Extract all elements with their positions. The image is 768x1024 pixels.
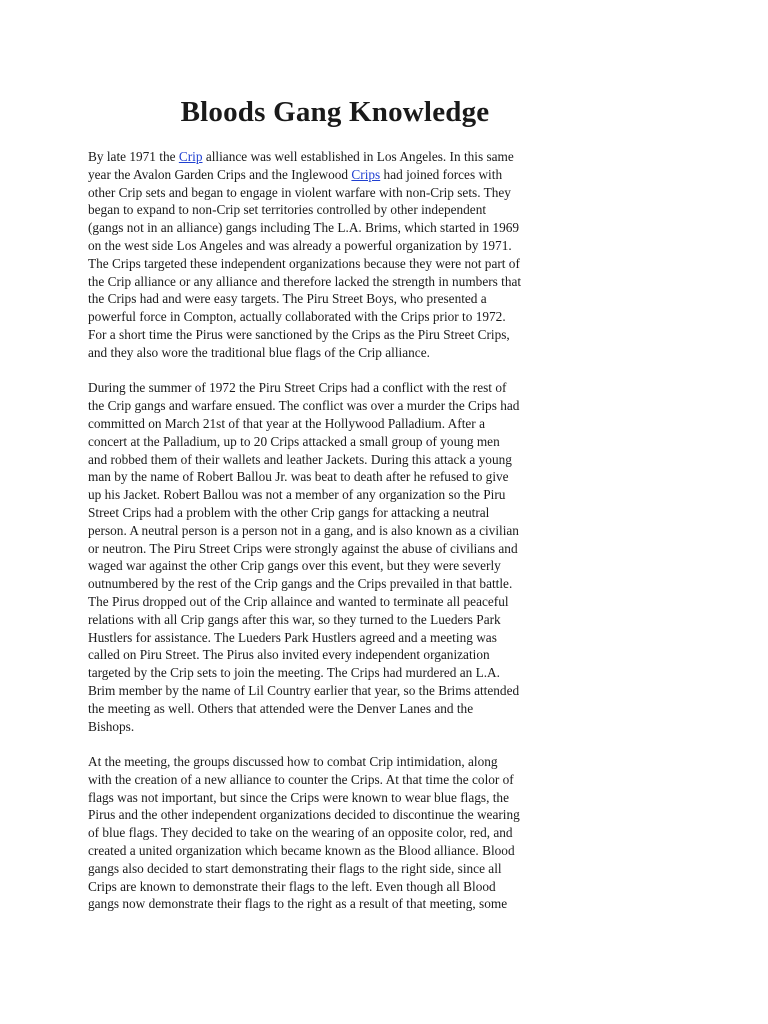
text-line: Bishops. <box>88 718 135 734</box>
text-line: targeted by the Crip sets to join the meeting. The Crips had murdered an L.A. <box>88 665 500 681</box>
paragraph <box>88 379 608 735</box>
text-line: the meeting as well. Others that attended were the Denver Lanes and the <box>88 700 474 716</box>
text-line: The Crips targeted these independent organizations because they were not part of <box>88 255 520 271</box>
text-line: During the summer of 1972 the Piru Street Crips had a conflict with the rest of <box>88 380 507 396</box>
text-line: committed on March 21st of that year at the Hollywood Palladium. After a <box>88 415 485 431</box>
paragraph <box>88 753 608 913</box>
text-line: flags was not important, but since the Crips were known to wear blue flags, the <box>88 789 509 805</box>
text-segment: had joined forces with <box>380 166 503 182</box>
text-line: gangs also decided to start demonstrating their flags to the right side, since all <box>88 860 502 876</box>
text-line: or neutron. The Piru Street Crips were strongly against the abuse of civilians and <box>88 540 518 556</box>
text-line: gangs now demonstrate their flags to the right as a result of that meeting, some <box>88 896 508 912</box>
text-line: other Crip sets and began to engage in violent warfare with non-Crip sets. They <box>88 184 511 200</box>
text-line: began to expand to non-Crip set territories controlled by other independent <box>88 202 487 218</box>
paragraph <box>88 148 608 362</box>
text-line <box>88 166 608 184</box>
text-line: relations with all Crip gangs after this war, so they turned to the Lueders Park <box>88 611 501 627</box>
text-segment: By late 1971 the <box>88 149 179 164</box>
text-line: man by the name of Robert Ballou Jr. was beat to death after he refused to give <box>88 469 509 485</box>
text-line: and they also wore the traditional blue flags of the Crip alliance. <box>88 344 430 360</box>
text-line: with the creation of a new alliance to counter the Crips. At that time the color of <box>88 771 514 787</box>
paragraph-gap <box>88 362 608 380</box>
text-line: and robbed them of their wallets and leather Jackets. During this attack a young <box>88 451 512 467</box>
text-line: Pirus and the other independent organizations decided to discontinue the wearing <box>88 807 520 823</box>
text-line: Street Crips had a problem with the other Crip gangs for attacking a neutral <box>88 504 490 520</box>
text-line: For a short time the Pirus were sanctioned by the Crips as the Piru Street Crips, <box>88 326 510 342</box>
text-line: person. A neutral person is a person not in a gang, and is also known as a civilian <box>88 522 519 538</box>
text-segment: year the Avalon Garden Crips and the Inglewood <box>88 166 352 182</box>
text-line: the Crip gangs and warfare ensued. The conflict was over a murder the Crips had <box>88 398 520 414</box>
text-line: At the meeting, the groups discussed how to combat Crip intimidation, along <box>88 754 498 770</box>
document-body <box>88 148 608 913</box>
text-line: Crips are known to demonstrate their flags to the left. Even though all Blood <box>88 878 496 894</box>
text-line: of blue flags. They decided to take on the wearing of an opposite color, red, and <box>88 825 513 841</box>
text-line: called on Piru Street. The Pirus also invited every independent organization <box>88 647 490 663</box>
hyperlink-crips[interactable]: Crips <box>351 166 381 182</box>
text-line: created a united organization which became known as the Blood alliance. Blood <box>88 843 515 859</box>
text-line: the Crip alliance or any alliance and therefore lacked the strength in numbers that <box>88 273 522 289</box>
text-line: waged war against the other Crip gangs over this event, but they were severly <box>88 558 501 574</box>
text-line: (gangs not in an alliance) gangs including The L.A. Brims, which started in 1969 <box>88 220 520 236</box>
text-line: on the west side Los Angeles and was already a powerful organization by 1971. <box>88 237 512 253</box>
text-line: outnumbered by the rest of the Crip gangs and the Crips prevailed in that battle. <box>88 576 513 592</box>
text-segment: alliance was well established in Los Angeles. In this same <box>202 149 514 164</box>
text-line: concert at the Palladium, up to 20 Crips attacked a small group of young men <box>88 433 500 449</box>
text-line: Brim member by the name of Lil Country earlier that year, so the Brims attended <box>88 682 520 698</box>
paragraph-gap <box>88 735 608 753</box>
text-line: The Pirus dropped out of the Crip allaince and wanted to terminate all peaceful <box>88 593 509 609</box>
text-line <box>88 148 608 166</box>
document-title: Bloods Gang Knowledge <box>180 96 490 128</box>
text-line: Hustlers for assistance. The Lueders Park Hustlers agreed and a meeting was <box>88 629 497 645</box>
hyperlink-crip[interactable]: Crip <box>178 149 203 164</box>
text-line: up his Jacket. Robert Ballou was not a member of any organization so the Piru <box>88 487 506 503</box>
text-line: powerful force in Compton, actually collaborated with the Crips prior to 1972. <box>88 309 506 325</box>
text-line: the Crips had and were easy targets. The Piru Street Boys, who presented a <box>88 291 487 307</box>
